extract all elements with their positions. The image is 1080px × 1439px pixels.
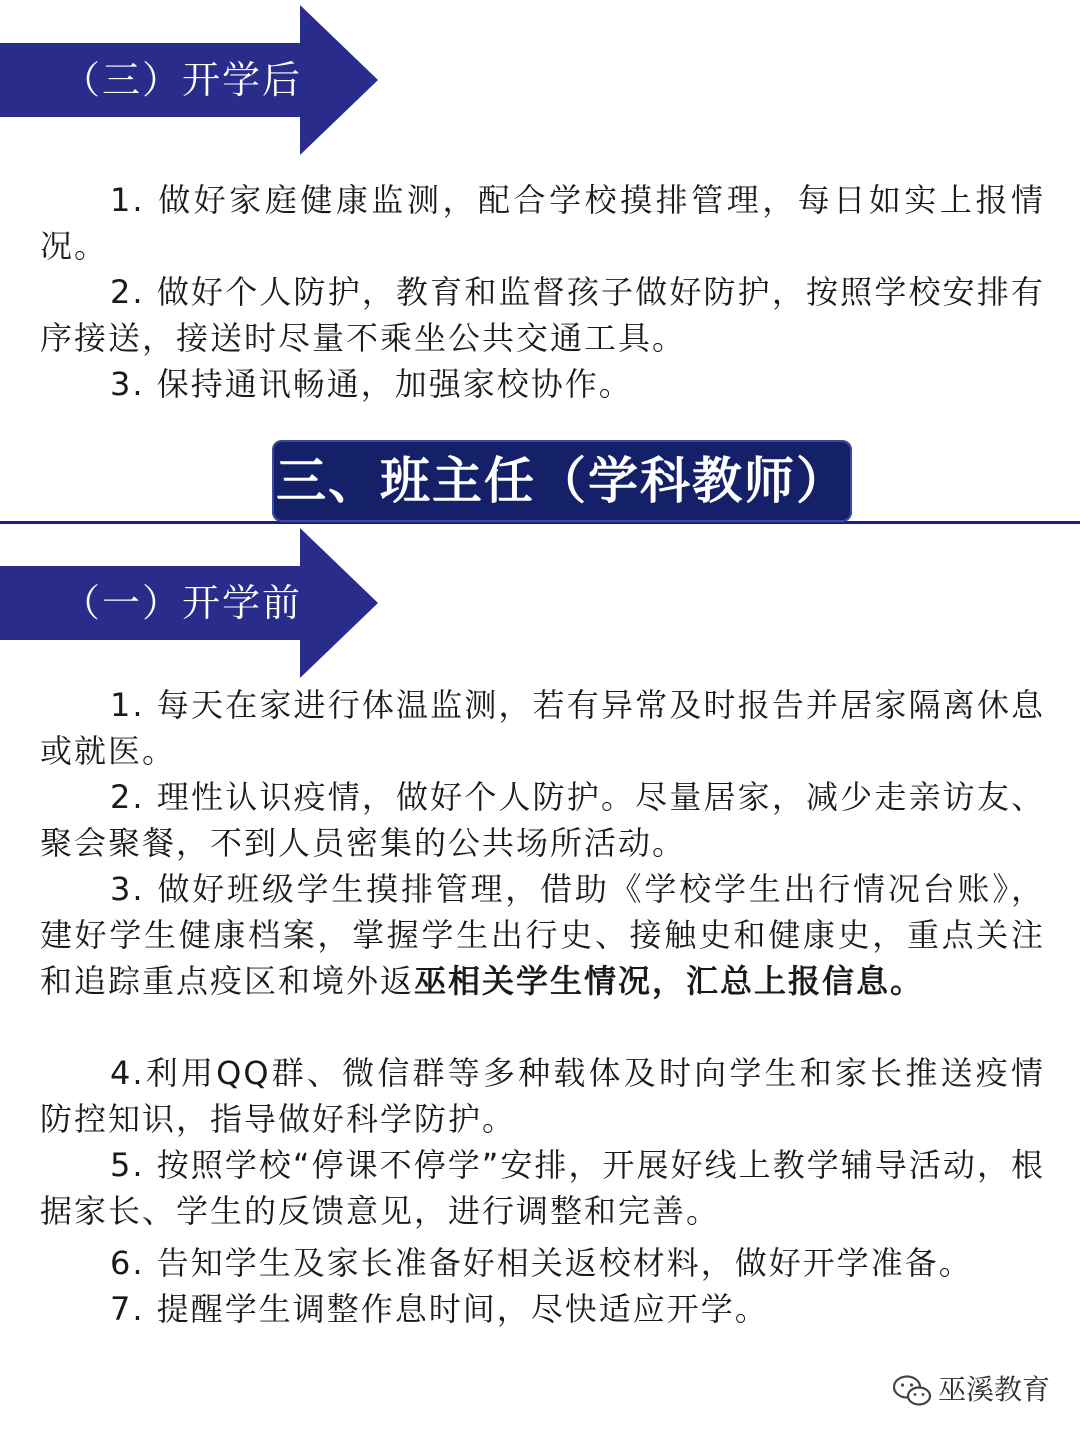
list-item: 7. 提醒学生调整作息时间，尽快适应开学。 (110, 1290, 769, 1328)
wechat-icon (892, 1374, 932, 1408)
list-item: 2. 做好个人防护，教育和监督孩子做好防护，按照学校安排有序接送，接送时尽量不乘坐公共交通工具。 (40, 273, 1045, 357)
heading-arrow-before-start (0, 528, 380, 678)
section-banner (272, 440, 852, 522)
list-item: 4.利用QQ群、微信群等多种载体及时向学生和家长推送疫情防控知识，指导做好科学防护。 (40, 1054, 1045, 1138)
item-text: 3. 做好班级学生摸排管理，借助《学校学生出行情况台账》， 建好学生健康档案，掌握学生出行史、接触史和健康史，重点关注和追踪重点疫区和境外返 (40, 870, 1045, 1000)
list-item: 3. 保持通讯畅通，加强家校协作。 (110, 365, 633, 403)
heading-label: （一）开学前 (62, 581, 303, 625)
list-item: 2. 理性认识疫情，做好个人防护。尽量居家，减少走亲访友、聚会聚餐，不到人员密集的公共场所活动。 (40, 778, 1045, 862)
list-item: 1. 每天在家进行体温监测，若有异常及时报告并居家隔离休息或就医。 (40, 686, 1045, 770)
section-title: 三、班主任（学科教师） (276, 452, 848, 510)
heading-arrow-after-start (0, 5, 380, 155)
list-item: 1. 做好家庭健康监测，配合学校摸排管理，每日如实上报情况。 (40, 181, 1045, 265)
heading-label: （三）开学后 (62, 58, 303, 102)
list-item-3 (40, 866, 1045, 1004)
watermark (892, 1370, 1050, 1410)
item-text-bold: 巫相关学生情况，汇总上报信息。 (414, 962, 925, 1000)
watermark-text: 巫溪教育 (938, 1373, 1051, 1406)
list-item: 5. 按照学校“停课不停学”安排，开展好线上教学辅导活动，根据家长、学生的反馈意见，进行调整和完善。 (40, 1146, 1045, 1230)
list-item: 6. 告知学生及家长准备好相关返校材料，做好开学准备。 (110, 1244, 973, 1282)
